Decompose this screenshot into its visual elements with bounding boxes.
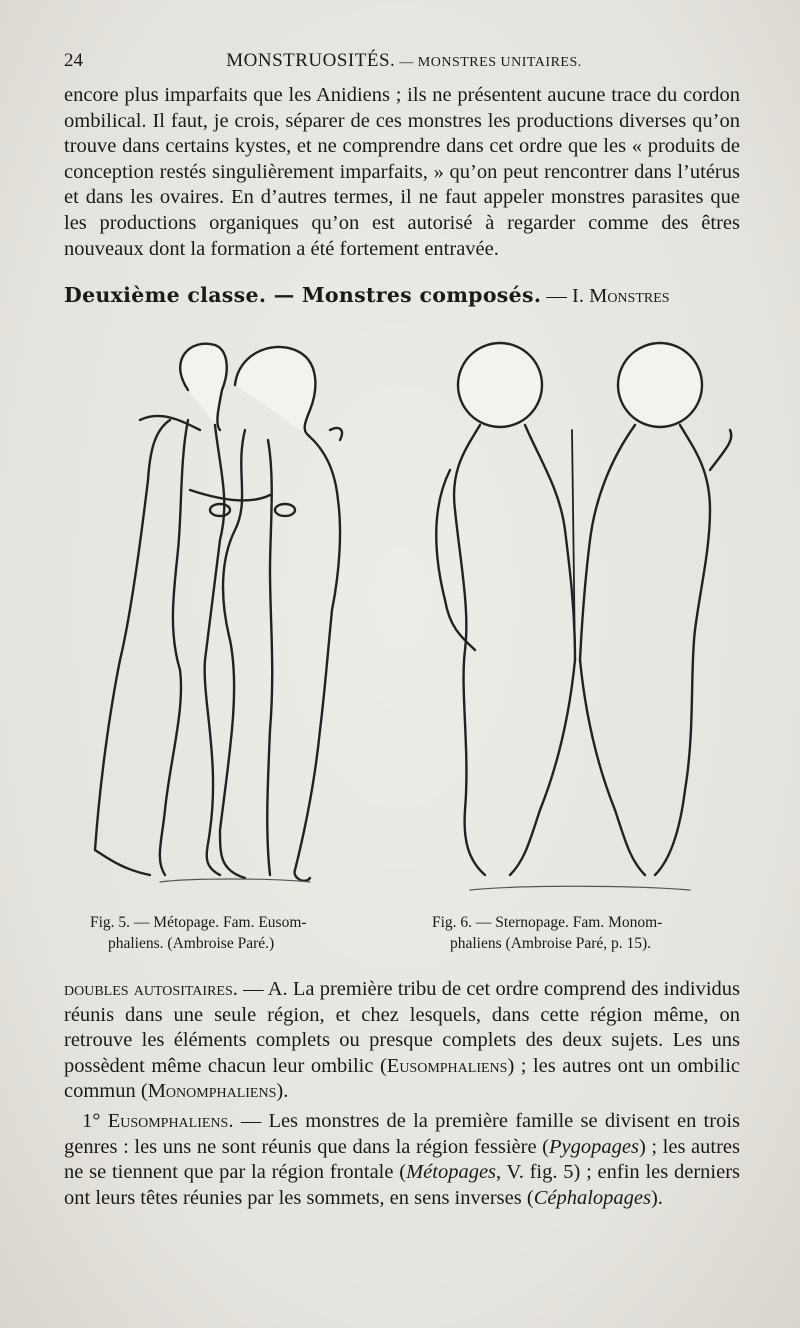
- page-number: 24: [64, 50, 83, 71]
- term-eusomphaliens: Eusomphaliens: [386, 1054, 508, 1077]
- paragraph-eusomphaliens-text2: ) ; les autres ne se tiennent que par la région frontale (: [64, 1135, 740, 1184]
- figure-5-caption: [90, 912, 350, 954]
- figure-5-drawing: [95, 344, 342, 882]
- figure-5-caption-line1: Fig. 5. — Métopage. Fam. Eusom-: [90, 914, 307, 931]
- term-metopages: Métopages: [406, 1161, 497, 1184]
- running-title-main: MONSTRUOSITÉS.: [226, 50, 396, 71]
- running-header: [64, 50, 744, 76]
- paragraph-doubles-text3: ).: [276, 1080, 289, 1103]
- paragraph-doubles-autositaires: [64, 977, 740, 1105]
- body-continuation: [64, 977, 740, 1211]
- paragraph-eusomphaliens: [64, 1109, 740, 1211]
- engraving-illustration: [70, 330, 740, 910]
- term-cephalopages: Céphalopages: [533, 1186, 651, 1209]
- running-title: [64, 50, 744, 72]
- paragraph-doubles-text2: ) ; les autres ont un ombilic commun (: [64, 1054, 740, 1103]
- figure-illustrations: [70, 330, 740, 910]
- section-heading-suffix: — I.: [541, 285, 590, 307]
- paragraph-eusomphaliens-text4: ).: [650, 1186, 663, 1209]
- term-monomphaliens: Monomphaliens: [147, 1080, 277, 1103]
- paragraph-doubles-text1: — A. La première tribu de cet ordre comprend des individus réunis dans une seule région, et chez lesquels, dans cette région même, on retrouve les éléments complets ou presque complets des deux sujets. Les uns possèdent même chacun leur ombilic (: [64, 978, 740, 1077]
- term-pygopages: Pygopages: [549, 1135, 639, 1158]
- figure-6-caption-line1: Fig. 6. — Sternopage. Fam. Monom-: [432, 914, 663, 931]
- paragraph-intro-text: encore plus imparfaits que les Anidiens ; ils ne présentent aucune trace du cordon ombilical. Il faut, je crois, séparer de ces monstres les productions diverses qu’on trouve dans certains kystes, et ne comprendre dans cet ordre que les « produits de conception restés singulièrement imparfaits, » qu’on peut rencontrer dans l’utérus et dans les ovaires. En d’autres termes, il ne faut appeler monstres parasites que les productions organiques qu’on est autorisé à regarder comme des êtres nouveaux dont la formation a été fortement entravée.: [64, 84, 740, 260]
- figure-6-caption-line2: phaliens (Ambroise Paré, p. 15).: [450, 935, 652, 952]
- section-heading: [64, 283, 740, 310]
- paragraph-eusomphaliens-lead: 1°: [82, 1109, 108, 1132]
- paragraph-intro: [64, 83, 740, 262]
- paragraph-eusomphaliens-text3: , V. fig. 5) ; enfin les derniers ont leurs têtes réunies par les sommets, en sens inverses (: [64, 1161, 740, 1209]
- section-heading-suffix-sc: Monstres: [589, 285, 670, 307]
- section-heading-class: Deuxième classe. — Monstres composés.: [64, 283, 542, 307]
- running-title-sub: — MONSTRES UNITAIRES.: [395, 55, 582, 70]
- figure-6-drawing: [436, 343, 731, 890]
- term-eusomphaliens-heading: Eusomphaliens.: [107, 1109, 234, 1132]
- term-doubles-autositaires: doubles autositaires.: [64, 978, 238, 1000]
- figure-5-caption-line2: phaliens. (Ambroise Paré.): [108, 935, 275, 952]
- figure-6-caption: [432, 912, 722, 954]
- paragraph-eusomphaliens-text1: — Les monstres de la première famille se divisent en trois genres : les uns ne sont réunis que dans la région fessière (: [64, 1109, 740, 1158]
